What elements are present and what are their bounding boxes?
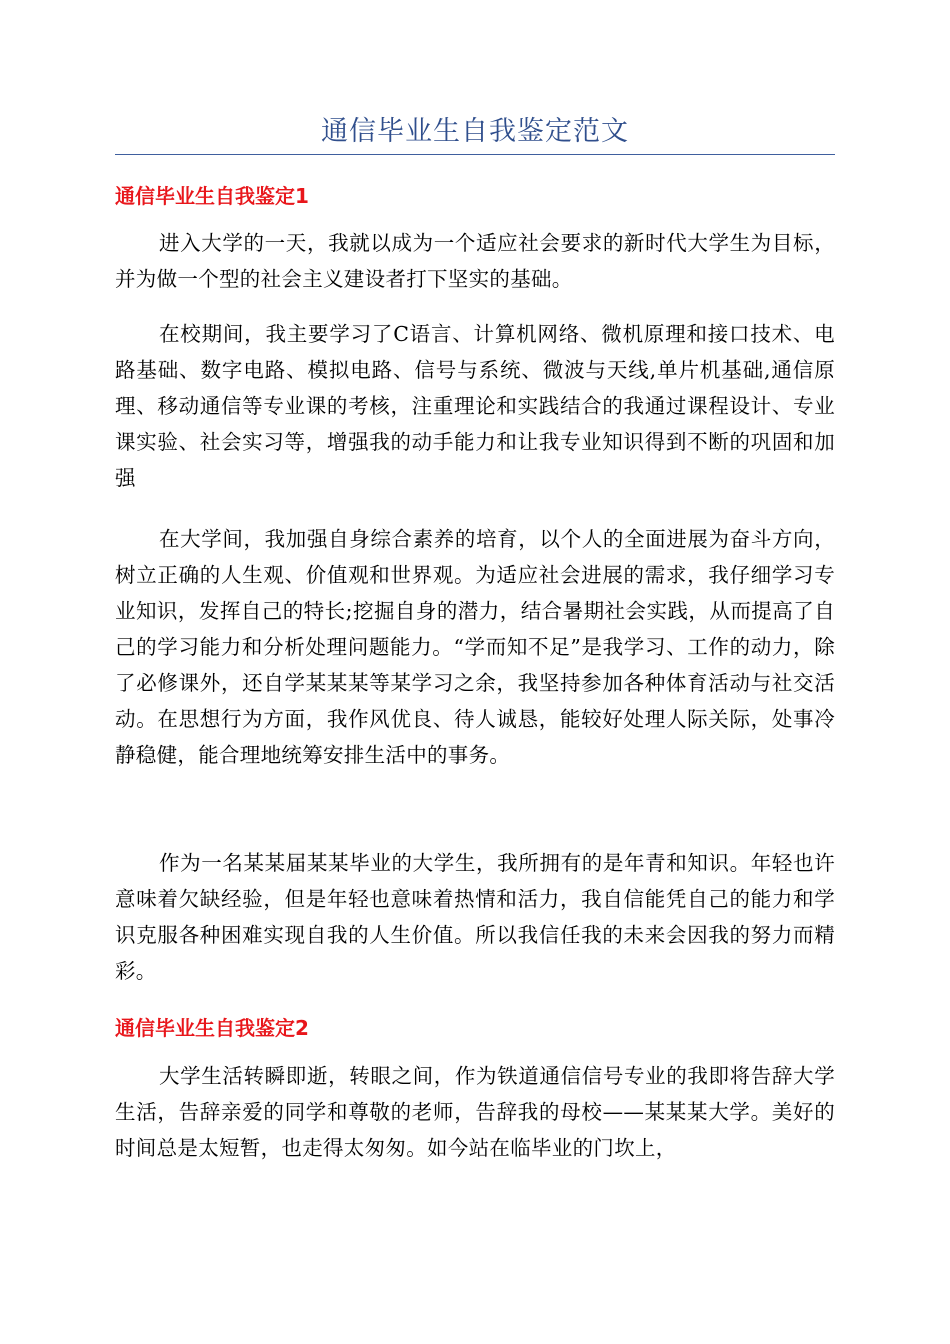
title-underline (115, 154, 835, 155)
document-title: 通信毕业生自我鉴定范文 (321, 116, 629, 147)
paragraph: 作为一名某某届某某毕业的大学生，我所拥有的是年青和知识。年轻也许意味着欠缺经验，但是年轻也意味着热情和活力，我自信能凭自己的能力和学识克服各种困难实现自我的人生价值。所以我信任我的未来会因我的努力而精彩。 (115, 851, 835, 983)
paragraph: 大学生活转瞬即逝，转眼之间，作为铁道通信信号专业的我即将告辞大学生活，告辞亲爱的同学和尊敬的老师，告辞我的母校——某某某大学。美好的时间总是太短暂，也走得太匆匆。如今站在临毕业的门坎上， (115, 1064, 835, 1160)
section-heading-1: 通信毕业生自我鉴定1 (115, 184, 309, 208)
paragraph: 在大学间，我加强自身综合素养的培育，以个人的全面进展为奋斗方向，树立正确的人生观、价值观和世界观。为适应社会进展的需求，我仔细学习专业知识，发挥自己的特长;挖掘自身的潜力，结合暑期社会实践，从而提高了自己的学习能力和分析处理问题能力。“学而知不足”是我学习、工作的动力，除了必修课外，还自学某某某等某学习之余，我坚持参加各种体育活动与社交活动。在思想行为方面，我作风优良、待人诚恳，能较好处理人际关际，处事冷静稳健，能合理地统筹安排生活中的事务。 (115, 527, 835, 767)
paragraph: 在校期间，我主要学习了C语言、计算机网络、微机原理和接口技术、电路基础、数字电路、模拟电路、信号与系统、微波与天线,单片机基础,通信原理、移动通信等专业课的考核，注重理论和实践结合的我通过课程设计、专业课实验、社会实习等，增强我的动手能力和让我专业知识得到不断的巩固和加强 (115, 322, 835, 490)
section-heading-2: 通信毕业生自我鉴定2 (115, 1016, 309, 1040)
paragraph: 进入大学的一天，我就以成为一个适应社会要求的新时代大学生为目标，并为做一个型的社会主义建设者打下坚实的基础。 (115, 231, 835, 291)
